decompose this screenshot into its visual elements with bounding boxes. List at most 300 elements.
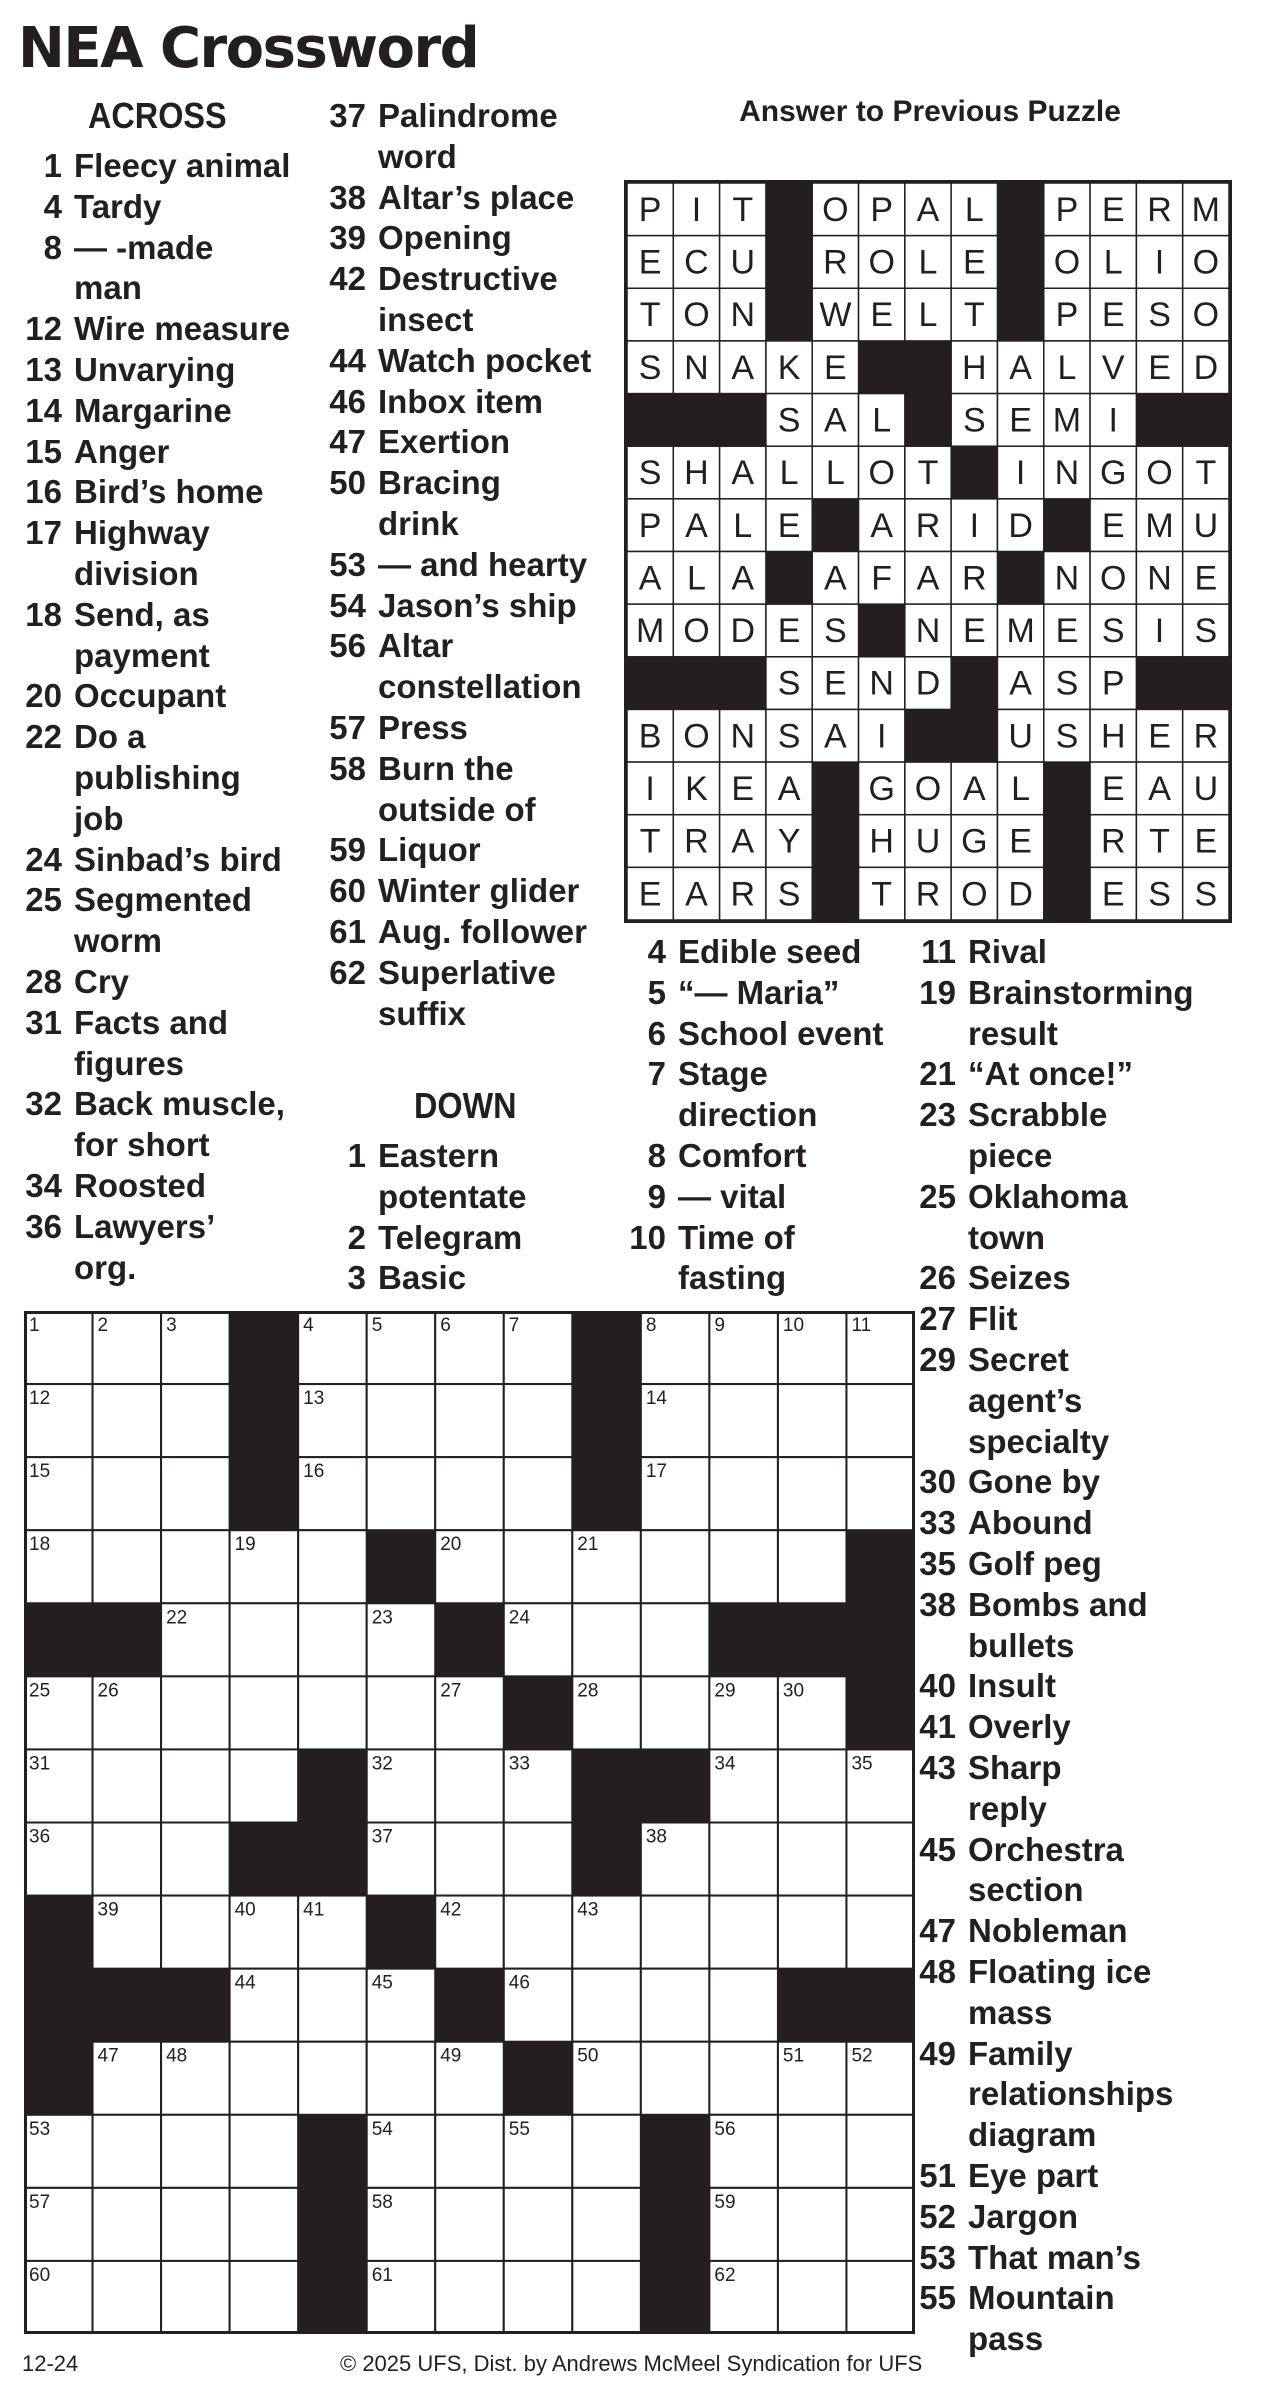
- answer-letter: L: [825, 454, 845, 493]
- grid-cell[interactable]: [93, 1749, 162, 1822]
- black-cell: [778, 1603, 847, 1677]
- black-cell: [846, 1530, 915, 1604]
- grid-cell[interactable]: [367, 1676, 436, 1749]
- clue-text-line: Roosted: [74, 1166, 206, 1204]
- grid-cell[interactable]: [709, 1384, 778, 1457]
- clue-item: [322, 830, 622, 871]
- grid-cell[interactable]: [709, 1823, 778, 1896]
- answer-black-cell: [1136, 394, 1183, 447]
- answer-letter: N: [1054, 559, 1080, 598]
- clue-text-line: Jason’s ship: [378, 586, 577, 624]
- grid-cell[interactable]: [778, 1457, 847, 1530]
- cell-number: 35: [851, 1753, 873, 1775]
- grid-cell[interactable]: [504, 1384, 573, 1457]
- answer-letter: O: [961, 875, 988, 914]
- answer-letter: A: [870, 506, 894, 545]
- clue-text: [968, 1095, 1242, 1177]
- answer-letter: R: [730, 875, 756, 914]
- grid-cell[interactable]: [709, 1896, 778, 1969]
- cell-number: 48: [166, 2045, 188, 2067]
- clue-item: [18, 513, 318, 595]
- grid-cell[interactable]: [504, 2261, 573, 2334]
- clue-text-line: Time of: [678, 1218, 795, 1256]
- clue-number: 2: [347, 1218, 366, 1256]
- clue-text-line: Jargon: [968, 2197, 1079, 2235]
- answer-letter: S: [1055, 664, 1079, 703]
- clue-number: 42: [329, 260, 366, 298]
- black-cell: [24, 2042, 93, 2116]
- clue-item: [322, 382, 622, 423]
- clue-item: [912, 2156, 1242, 2197]
- clue-item: [912, 1585, 1242, 1667]
- answer-letter: E: [1009, 401, 1032, 440]
- answer-black-cell: [905, 341, 952, 394]
- answer-letter: A: [824, 559, 847, 598]
- cell-number: 13: [303, 1388, 325, 1410]
- clue-text: [968, 1054, 1242, 1095]
- clue-number: 34: [25, 1166, 62, 1204]
- grid-cell[interactable]: [93, 2261, 162, 2334]
- clue-number: 18: [25, 595, 62, 633]
- clue-text-line: Liquor: [378, 831, 481, 869]
- grid-cell[interactable]: [846, 2261, 915, 2334]
- clue-item: [18, 1207, 318, 1289]
- clue-item: [18, 880, 318, 962]
- grid-cell[interactable]: [435, 2261, 504, 2334]
- grid-cell[interactable]: [161, 1457, 230, 1530]
- clue-item: [322, 545, 622, 586]
- clue-number: 14: [25, 391, 62, 429]
- answer-letter: T: [639, 822, 661, 861]
- clue-text-line: Opening: [378, 219, 512, 257]
- clue-item: [18, 472, 318, 513]
- cell-number: 12: [29, 1388, 51, 1410]
- down-clues-column-1: [322, 1136, 622, 1299]
- grid-cell[interactable]: [504, 1823, 573, 1896]
- clue-text: [378, 1258, 622, 1299]
- clue-text: [378, 830, 622, 871]
- black-cell: [846, 1676, 915, 1750]
- clue-item: [622, 1054, 922, 1136]
- answer-letter: C: [684, 243, 709, 282]
- grid-cell[interactable]: [93, 1384, 162, 1457]
- clue-item: [322, 708, 622, 749]
- grid-cell[interactable]: [161, 2115, 230, 2188]
- clue-item: [912, 1666, 1242, 1707]
- answer-letter: S: [638, 348, 662, 387]
- clue-item: [322, 341, 622, 382]
- answer-letter: N: [730, 296, 756, 335]
- grid-cell[interactable]: [435, 1823, 504, 1896]
- grid-cell[interactable]: [93, 2115, 162, 2188]
- answer-black-cell: [1136, 657, 1183, 710]
- clue-text-line: “— Maria”: [678, 973, 840, 1011]
- grid-cell[interactable]: [641, 1530, 710, 1603]
- answer-black-cell: [951, 709, 998, 762]
- grid-cell[interactable]: [778, 1749, 847, 1822]
- clue-text-line: Eye part: [968, 2156, 1099, 2194]
- clue-text-line: figures: [74, 1044, 185, 1082]
- clue-text-line: Secret: [968, 1340, 1069, 1378]
- answer-letter: R: [1147, 190, 1172, 229]
- grid-cell[interactable]: [230, 2188, 299, 2261]
- answer-letter: T: [732, 190, 754, 229]
- grid-cell[interactable]: [846, 1896, 915, 1969]
- clue-text-line: Golf peg: [968, 1544, 1102, 1582]
- clue-text-line: constellation: [378, 668, 582, 706]
- answer-letter: E: [1194, 822, 1218, 861]
- clue-text: [968, 1462, 1242, 1503]
- black-cell: [230, 1311, 299, 1385]
- clue-item: [18, 309, 318, 350]
- clue-number: 28: [25, 962, 62, 1000]
- answer-letter: O: [1100, 559, 1127, 598]
- clue-item: [322, 96, 622, 178]
- clue-text-line: Lawyers’: [74, 1207, 216, 1245]
- grid-cell[interactable]: [161, 1676, 230, 1749]
- answer-letter: S: [777, 664, 801, 703]
- clue-text-line: Destructive: [378, 260, 558, 298]
- answer-letter: M: [1052, 401, 1082, 440]
- grid-cell[interactable]: [846, 1823, 915, 1896]
- clue-text-line: relationships: [968, 2075, 1174, 2113]
- answer-letter: T: [871, 875, 893, 914]
- clue-text-line: Highway: [74, 514, 210, 552]
- grid-cell[interactable]: [572, 1969, 641, 2042]
- clue-text-line: Orchestra: [968, 1830, 1124, 1868]
- clue-item: [322, 259, 622, 341]
- grid-cell[interactable]: [641, 1676, 710, 1749]
- clue-item: [912, 973, 1242, 1055]
- grid-cell[interactable]: [93, 2188, 162, 2261]
- clue-item: [322, 1136, 622, 1218]
- grid-cell[interactable]: [572, 2115, 641, 2188]
- cell-number: 50: [577, 2045, 599, 2067]
- clue-text: [74, 1207, 318, 1289]
- clue-text-line: Family: [968, 2034, 1073, 2072]
- answer-letter: N: [869, 664, 894, 703]
- grid-cell[interactable]: [230, 2042, 299, 2115]
- grid-cell[interactable]: [572, 2261, 641, 2334]
- clue-number: 8: [43, 228, 62, 266]
- grid-cell[interactable]: [641, 1603, 710, 1676]
- grid-cell[interactable]: [298, 1676, 367, 1749]
- clue-text-line: Overly: [968, 1708, 1071, 1746]
- clue-text: [678, 932, 922, 973]
- answer-black-cell: [997, 288, 1044, 341]
- clue-number: 38: [329, 178, 366, 216]
- answer-letter: I: [1154, 243, 1165, 282]
- answer-black-cell: [905, 709, 952, 762]
- clue-number: 25: [919, 1177, 956, 1215]
- grid-cell[interactable]: [435, 1749, 504, 1822]
- copyright-notice: © 2025 UFS, Dist. by Andrews McMeel Syndication for UFS: [340, 2351, 923, 2376]
- clue-text: [678, 973, 922, 1014]
- clue-number: 38: [919, 1585, 956, 1623]
- clue-number: 16: [25, 473, 62, 511]
- answer-letter: A: [1009, 664, 1032, 703]
- grid-cell[interactable]: [709, 2042, 778, 2115]
- black-cell: [572, 1384, 641, 1458]
- cell-number: 55: [508, 2118, 530, 2140]
- answer-letter: E: [638, 243, 662, 282]
- clue-number: 47: [919, 1912, 956, 1950]
- grid-cell[interactable]: [367, 2042, 436, 2115]
- clue-text-line: direction: [678, 1096, 818, 1134]
- answer-letter: A: [916, 559, 940, 598]
- grid-cell[interactable]: [435, 1457, 504, 1530]
- clue-number: 9: [647, 1177, 666, 1215]
- clue-number: 23: [919, 1096, 956, 1134]
- answer-letter: L: [733, 506, 753, 545]
- clue-item: [912, 2278, 1242, 2360]
- clue-number: 30: [919, 1463, 956, 1501]
- puzzle-date: 12-24: [22, 2351, 79, 2376]
- grid-cell[interactable]: [778, 1896, 847, 1969]
- answer-letter: N: [730, 717, 756, 756]
- grid-cell[interactable]: [504, 1896, 573, 1969]
- clue-item: [322, 626, 622, 708]
- grid-cell[interactable]: [298, 1530, 367, 1603]
- clue-number: 11: [921, 933, 956, 970]
- clue-number: 17: [25, 514, 62, 552]
- answer-letter: A: [824, 401, 847, 440]
- clue-text-line: Stage: [678, 1055, 768, 1093]
- grid-cell[interactable]: [93, 1530, 162, 1603]
- cell-number: 20: [440, 1534, 462, 1556]
- cell-number: 56: [714, 2118, 736, 2140]
- grid-cell[interactable]: [230, 1603, 299, 1676]
- clue-text-line: potentate: [378, 1177, 527, 1215]
- answer-black-cell: [766, 288, 813, 341]
- grid-cell[interactable]: [161, 2188, 230, 2261]
- grid-cell[interactable]: [230, 2261, 299, 2334]
- answer-letter: O: [822, 190, 849, 229]
- answer-letter: F: [871, 559, 893, 598]
- answer-letter: D: [1008, 506, 1033, 545]
- clue-number: 58: [329, 749, 366, 787]
- clue-number: 20: [25, 677, 62, 715]
- clue-text: [74, 472, 318, 513]
- answer-letter: E: [870, 296, 894, 335]
- grid-cell[interactable]: [846, 1457, 915, 1530]
- grid-cell[interactable]: [230, 1749, 299, 1822]
- cell-number: 22: [166, 1607, 188, 1629]
- grid-cell[interactable]: [846, 1384, 915, 1457]
- grid-cell[interactable]: [778, 1530, 847, 1603]
- clue-number: 47: [329, 423, 366, 461]
- grid-cell[interactable]: [367, 1384, 436, 1457]
- black-cell: [435, 1603, 504, 1677]
- grid-cell[interactable]: [778, 2261, 847, 2334]
- answer-letter: O: [683, 296, 710, 335]
- grid-cell[interactable]: [161, 2261, 230, 2334]
- clue-item: [322, 1218, 622, 1259]
- cell-number: 57: [29, 2191, 51, 2213]
- clue-text: [968, 1748, 1242, 1830]
- answer-black-cell: [812, 762, 859, 815]
- cell-number: 2: [97, 1315, 109, 1336]
- cell-number: 25: [29, 1680, 51, 1702]
- clue-text-line: Facts and: [74, 1003, 229, 1041]
- grid-cell[interactable]: [435, 2115, 504, 2188]
- clue-text: [74, 595, 318, 677]
- clue-text-line: bullets: [968, 1626, 1075, 1664]
- clue-text: [968, 1258, 1242, 1299]
- answer-letter: P: [1101, 664, 1125, 703]
- clue-text-line: Exertion: [378, 423, 511, 461]
- black-cell: [24, 1969, 93, 2043]
- clue-text-line: Rival: [968, 933, 1047, 970]
- grid-cell[interactable]: [709, 1457, 778, 1530]
- grid-cell[interactable]: [778, 2115, 847, 2188]
- clue-text: [74, 1166, 318, 1207]
- black-cell: [572, 1823, 641, 1897]
- black-cell: [504, 2042, 573, 2116]
- clue-number: 48: [919, 1952, 956, 1990]
- answer-black-cell: [627, 394, 674, 447]
- clue-item: [912, 2238, 1242, 2279]
- answer-letter: E: [824, 664, 847, 703]
- grid-cell[interactable]: [846, 2115, 915, 2188]
- grid-cell[interactable]: [298, 1603, 367, 1676]
- clue-number: 33: [919, 1504, 956, 1542]
- answer-letter: L: [779, 454, 799, 493]
- cell-number: 61: [371, 2264, 393, 2286]
- grid-cell[interactable]: [435, 2188, 504, 2261]
- grid-cell[interactable]: [435, 1384, 504, 1457]
- cell-number: 58: [371, 2191, 393, 2213]
- answer-letter: P: [1055, 296, 1079, 335]
- clue-number: 25: [25, 881, 62, 919]
- answer-black-cell: [627, 657, 674, 710]
- answer-letter: O: [683, 717, 710, 756]
- grid-cell[interactable]: [93, 1457, 162, 1530]
- crossword-grid[interactable]: [24, 1311, 915, 2334]
- cell-number: 41: [303, 1899, 325, 1921]
- grid-cell[interactable]: [230, 2115, 299, 2188]
- grid-cell[interactable]: [572, 2188, 641, 2261]
- answer-letter: W: [819, 296, 852, 335]
- answer-letter: H: [684, 454, 709, 493]
- answer-letter: E: [777, 612, 801, 651]
- cell-number: 23: [371, 1607, 393, 1629]
- black-cell: [846, 1603, 915, 1677]
- grid-cell[interactable]: [641, 1896, 710, 1969]
- clue-text-line: Occupant: [74, 677, 227, 715]
- answer-letter: A: [1148, 769, 1171, 808]
- grid-cell[interactable]: [161, 1384, 230, 1457]
- grid-cell[interactable]: [93, 1823, 162, 1896]
- answer-letter: A: [962, 769, 986, 808]
- answer-letter: K: [685, 769, 708, 808]
- answer-letter: E: [824, 348, 847, 387]
- clue-text-line: Fleecy animal: [74, 147, 291, 184]
- answer-letter: M: [1191, 190, 1221, 229]
- grid-cell[interactable]: [778, 1384, 847, 1457]
- grid-cell[interactable]: [504, 1457, 573, 1530]
- answer-letter: D: [915, 664, 941, 703]
- grid-cell[interactable]: [504, 2188, 573, 2261]
- grid-cell[interactable]: [161, 1896, 230, 1969]
- clue-number: 8: [647, 1136, 666, 1174]
- grid-cell[interactable]: [230, 1676, 299, 1749]
- clue-text-line: Flit: [968, 1300, 1018, 1338]
- cell-number: 19: [234, 1534, 256, 1556]
- answer-letter: R: [823, 243, 848, 282]
- grid-cell[interactable]: [641, 2042, 710, 2115]
- grid-cell[interactable]: [641, 1969, 710, 2042]
- grid-cell[interactable]: [161, 1749, 230, 1822]
- clue-text-line: payment: [74, 636, 210, 674]
- clue-number: 24: [25, 840, 62, 878]
- clue-text-line: town: [968, 1218, 1045, 1256]
- cell-number: 11: [851, 1315, 872, 1336]
- clue-item: [18, 962, 318, 1003]
- answer-letter: L: [872, 401, 892, 440]
- clue-text: [968, 1340, 1242, 1462]
- grid-cell[interactable]: [778, 2188, 847, 2261]
- clue-number: 49: [919, 2034, 956, 2072]
- clue-text: [378, 178, 622, 219]
- grid-cell[interactable]: [846, 2188, 915, 2261]
- clue-number: 59: [329, 831, 366, 869]
- clue-item: [622, 1218, 922, 1300]
- answer-letter: L: [1057, 348, 1077, 387]
- clue-item: [322, 178, 622, 219]
- grid-cell[interactable]: [161, 1823, 230, 1896]
- grid-cell[interactable]: [367, 1457, 436, 1530]
- grid-cell[interactable]: [504, 1530, 573, 1603]
- cell-number: 32: [371, 1753, 393, 1775]
- black-cell: [230, 1384, 299, 1458]
- grid-cell[interactable]: [298, 2042, 367, 2115]
- clue-text-line: section: [968, 1871, 1084, 1909]
- clue-text-line: Altar: [378, 627, 454, 665]
- clue-item: [18, 840, 318, 881]
- clue-number: 12: [25, 310, 62, 348]
- answer-letter: T: [917, 454, 939, 493]
- answer-letter: T: [963, 296, 985, 335]
- answer-letter: S: [638, 454, 662, 493]
- clue-item: [622, 1177, 922, 1218]
- cell-number: 52: [851, 2045, 873, 2067]
- cell-number: 7: [508, 1315, 520, 1336]
- clue-text-line: Burn the: [378, 749, 514, 787]
- clue-item: [912, 932, 1242, 973]
- cell-number: 34: [714, 1753, 736, 1775]
- answer-letter: S: [1055, 717, 1079, 756]
- grid-cell[interactable]: [572, 1603, 641, 1676]
- clue-text-line: Superlative: [378, 953, 556, 991]
- answer-letter: I: [1108, 401, 1118, 440]
- answer-letter: E: [1101, 769, 1125, 808]
- cell-number: 1: [29, 1315, 40, 1336]
- grid-cell[interactable]: [709, 1530, 778, 1603]
- grid-cell[interactable]: [709, 1969, 778, 2042]
- grid-cell[interactable]: [161, 1530, 230, 1603]
- clue-item: [322, 749, 622, 831]
- clue-number: 13: [25, 350, 62, 388]
- clue-number: 21: [919, 1055, 956, 1093]
- black-cell: [298, 2261, 367, 2334]
- clue-number: 10: [629, 1218, 666, 1256]
- clue-item: [912, 2034, 1242, 2156]
- answer-letter: E: [1148, 348, 1171, 387]
- grid-cell[interactable]: [298, 1969, 367, 2042]
- clue-item: [322, 422, 622, 463]
- grid-cell[interactable]: [778, 1823, 847, 1896]
